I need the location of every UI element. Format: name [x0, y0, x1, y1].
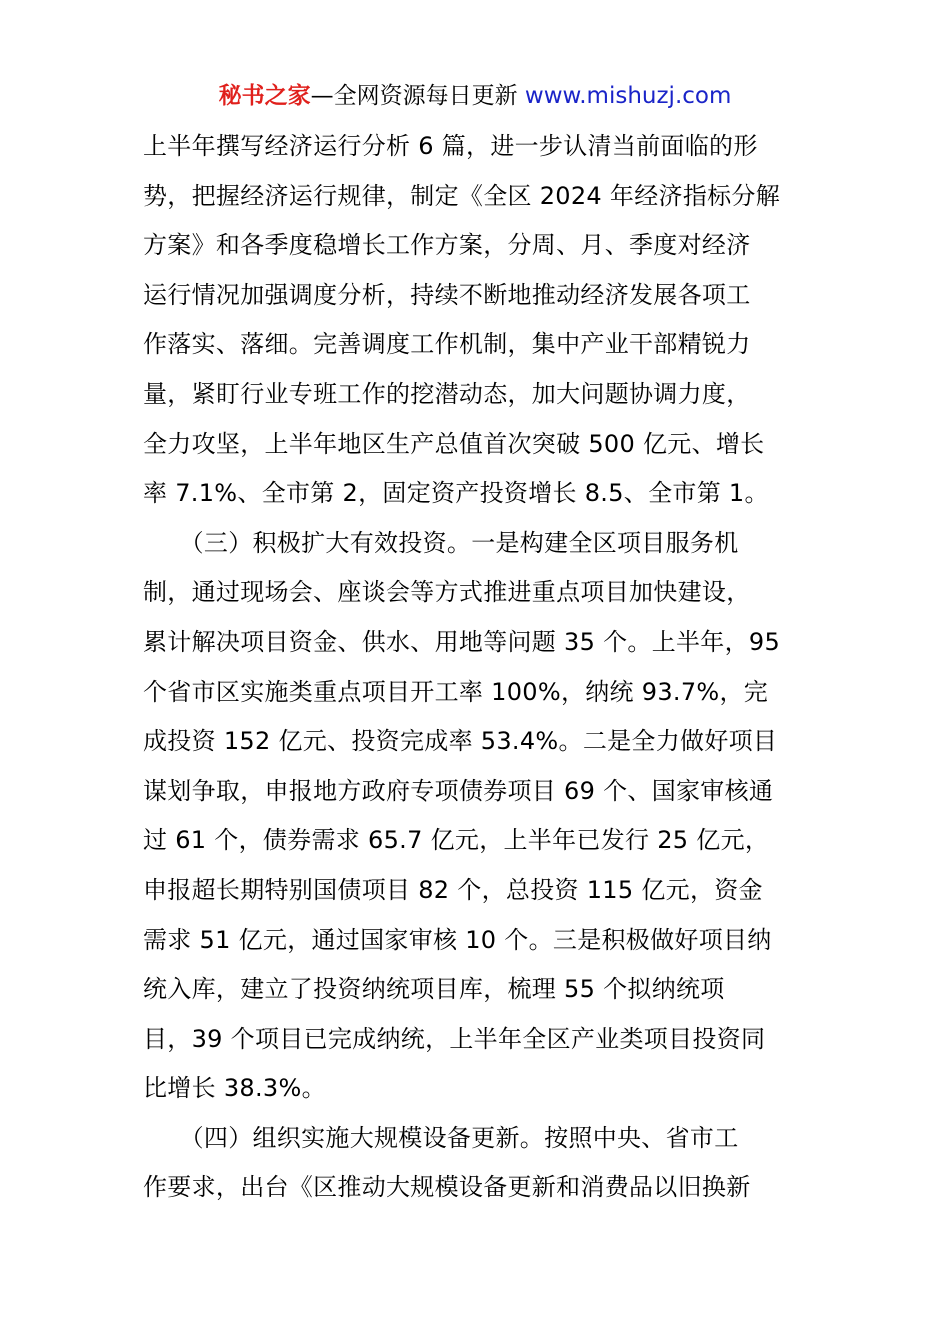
text-line: 目，39 个项目已完成纳统，上半年全区产业类项目投资同 [143, 1024, 766, 1053]
text-line: 作要求，出台《区推动大规模设备更新和消费品以旧换新 [143, 1173, 751, 1202]
text-line: 比增长 38.3%。 [143, 1074, 326, 1103]
text-line: 统入库，建立了投资纳统项目库，梳理 55 个拟纳统项 [143, 975, 725, 1004]
text-line: 全力攻坚，上半年地区生产总值首次突破 500 亿元、增长 [143, 429, 765, 458]
text-line: （四）组织实施大规模设备更新。按照中央、省市工 [143, 1123, 739, 1152]
site-brand: 秘书之家 [218, 83, 311, 109]
text-line: （三）积极扩大有效投资。一是构建全区项目服务机 [143, 528, 739, 557]
text-line: 个省市区实施类重点项目开工率 100%，纳统 93.7%，完 [143, 677, 769, 706]
text-line: 申报超长期特别国债项目 82 个，总投资 115 亿元，资金 [143, 875, 763, 904]
text-line: 上半年撰写经济运行分析 6 篇，进一步认清当前面临的形 [143, 132, 758, 160]
text-line: 作落实、落细。完善调度工作机制，集中产业干部精锐力 [143, 330, 751, 359]
page-header [0, 80, 950, 112]
site-tagline: —全网资源每日更新 [310, 83, 525, 109]
text-line: 成投资 152 亿元、投资完成率 53.4%。二是全力做好项目 [143, 727, 778, 756]
text-line: 率 7.1%、全市第 2，固定资产投资增长 8.5、全市第 1。 [143, 479, 769, 508]
text-line: 需求 51 亿元，通过国家审核 10 个。三是积极做好项目纳 [143, 925, 772, 954]
text-line: 累计解决项目资金、供水、用地等问题 35 个。上半年，95 [143, 627, 781, 656]
text-line: 量，紧盯行业专班工作的挖潜动态，加大问题协调力度， [143, 379, 751, 408]
text-line: 势，把握经济运行规律，制定《全区 2024 年经济指标分解 [143, 181, 781, 210]
text-line: 过 61 个，债券需求 65.7 亿元，上半年已发行 25 亿元， [143, 826, 770, 855]
site-url[interactable]: www.mishuzj.com [524, 83, 732, 109]
text-line: 制，通过现场会、座谈会等方式推进重点项目加快建设， [143, 578, 751, 607]
document-body [143, 122, 811, 1213]
text-line: 谋划争取，申报地方政府专项债券项目 69 个、国家审核通 [143, 776, 774, 805]
text-line: 方案》和各季度稳增长工作方案，分周、月、季度对经济 [143, 231, 751, 260]
text-line: 运行情况加强调度分析，持续不断地推动经济发展各项工 [143, 280, 751, 309]
